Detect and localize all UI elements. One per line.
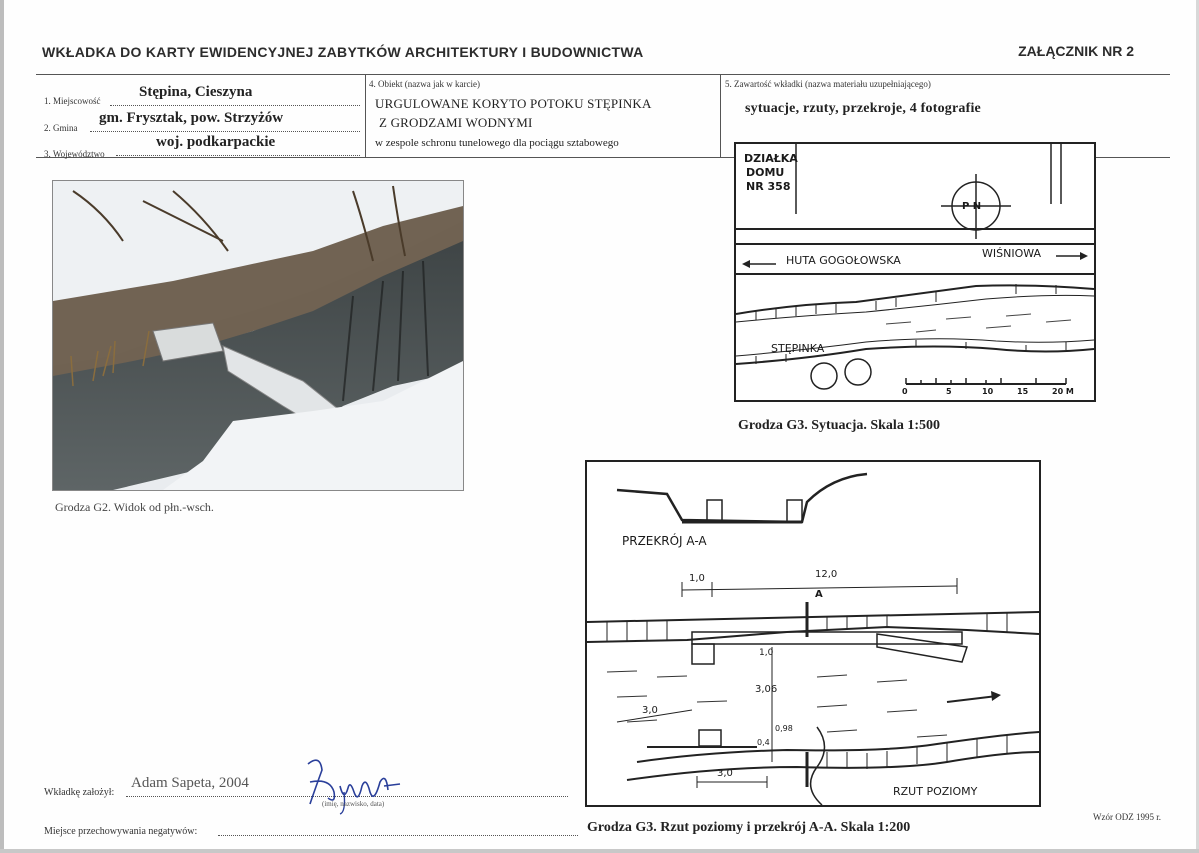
dim-3-0-left: 3,0	[642, 705, 658, 716]
dim-1-0-vertical: 1,0	[759, 648, 774, 658]
plot-label-3: NR 358	[746, 180, 791, 193]
scale-tick-5: 5	[946, 387, 952, 396]
commune-label: 2. Gmina	[44, 123, 78, 133]
locality-dots	[110, 104, 360, 106]
form-top-rule	[36, 74, 1170, 75]
scale-tick-20: 20 M	[1052, 387, 1074, 396]
section-title: PRZEKRÓJ A-A	[622, 534, 707, 548]
stream-label: STĘPINKA	[771, 342, 825, 355]
voivodeship-value: woj. podkarpackie	[156, 134, 276, 150]
object-line-1: URGULOWANE KORYTO POTOKU STĘPINKA	[375, 96, 652, 111]
scale-tick-10: 10	[982, 387, 994, 396]
commune-value: gm. Frysztak, pow. Strzyżów	[99, 110, 284, 126]
dim-3-0-bottom: 3,0	[717, 768, 733, 779]
voivodeship-label: 3. Województwo	[44, 149, 105, 159]
stream-photograph	[52, 180, 464, 491]
negatives-label: Miejsce przechowywania negatywów:	[44, 826, 198, 837]
plot-label-2: DOMU	[746, 166, 785, 179]
form-divider-1	[365, 74, 366, 158]
north-label: P N	[962, 201, 982, 212]
contents-label: 5. Zawartość wkładki (nazwa materiału uzupełniającego)	[725, 79, 931, 89]
plot-label-1: DZIAŁKA	[744, 152, 798, 165]
photo-caption: Grodza G2. Widok od płn.-wsch.	[55, 500, 214, 514]
negatives-dots	[218, 834, 578, 836]
road-label-left: HUTA GOGOŁOWSKA	[786, 254, 901, 267]
dim-12-0: 12,0	[815, 569, 838, 580]
section-marker-a: A	[815, 589, 823, 600]
scale-tick-0: 0	[902, 387, 908, 396]
object-line-3: w zespole schronu tunelowego dla pociągu sztabowego	[375, 137, 619, 149]
plan-section-drawing	[585, 460, 1041, 807]
form-template-stamp: Wzór ODZ 1995 r.	[1093, 812, 1161, 822]
contents-value: sytuacje, rzuty, przekroje, 4 fotografie	[745, 101, 981, 116]
dim-3-06: 3,06	[755, 684, 778, 695]
situation-plan-drawing	[734, 142, 1096, 402]
situation-plan-caption: Grodza G3. Sytuacja. Skala 1:500	[738, 418, 940, 433]
document-title: WKŁADKA DO KARTY EWIDENCYJNEJ ZABYTKÓW ARCHITEKTURY I BUDOWNICTWA	[42, 44, 644, 60]
scan-edge-left	[0, 0, 4, 853]
object-label: 4. Obiekt (nazwa jak w karcie)	[369, 79, 480, 89]
photo-illustration	[53, 181, 463, 490]
locality-label: 1. Miejscowość	[44, 96, 101, 106]
dim-0-98: 0,98	[775, 724, 793, 733]
annex-number: ZAŁĄCZNIK NR 2	[1018, 43, 1134, 59]
scan-edge-bottom	[0, 849, 1199, 853]
signature-hint: (imię, nazwisko, data)	[322, 800, 385, 808]
object-line-2: Z GRODZAMI WODNYMI	[379, 115, 533, 130]
author-label: Wkładkę założył:	[44, 787, 115, 798]
plan-section-caption: Grodza G3. Rzut poziomy i przekrój A-A. Skala 1:200	[587, 820, 911, 835]
voivodeship-dots	[116, 154, 360, 156]
form-divider-2	[720, 74, 721, 158]
locality-value: Stępina, Cieszyna	[139, 84, 253, 100]
commune-dots	[90, 130, 360, 132]
author-name: Adam Sapeta, 2004	[131, 775, 249, 791]
dim-0-4: 0,4	[757, 738, 770, 747]
dim-1-0: 1,0	[689, 573, 705, 584]
plan-title: RZUT POZIOMY	[893, 785, 978, 798]
plan-section-svg	[587, 462, 1039, 805]
road-label-right: WIŚNIOWA	[982, 247, 1042, 260]
scale-tick-15: 15	[1017, 387, 1029, 396]
